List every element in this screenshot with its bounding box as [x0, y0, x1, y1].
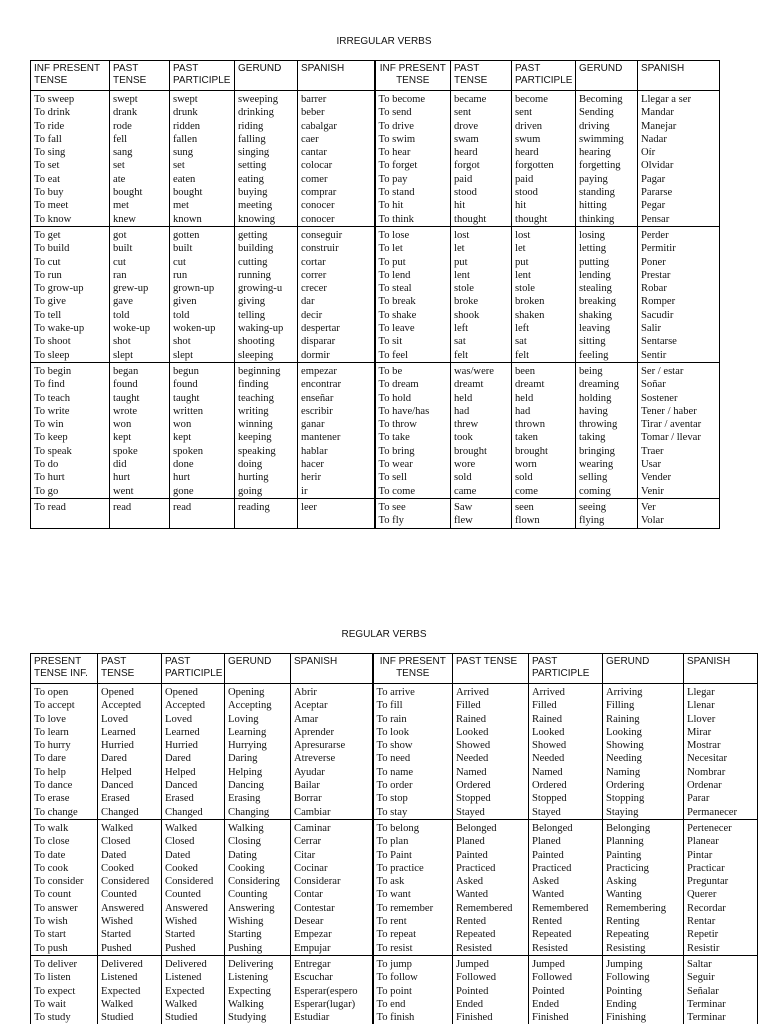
verb-cell: reading [235, 498, 298, 528]
verb-cell: Arrived Filled Rained Looked Showed Needed Named Ordered Stopped Stayed [453, 684, 529, 820]
verb-cell: Llegar Llenar Llover Mirar Mostrar Necesitar Nombrar Ordenar Parar Permanecer [684, 684, 758, 820]
verb-cell: Jumped Followed Pointed Ended Finished [453, 955, 529, 1024]
verb-cell: gotten built cut run grown-up given told woken-up shot slept [170, 226, 235, 362]
irregular-verbs-title: IRREGULAR VERBS [336, 36, 432, 47]
verb-cell: Opened Accepted Loved Learned Hurried Dared Helped Danced Erased Changed [162, 684, 225, 820]
header-past-participle: PAST PARTICIPLE [162, 654, 225, 684]
verb-cell: Ser / estar Soñar Sostener Tener / haber Tirar / aventar Tomar / llevar Traer Usar Vender Venir [638, 362, 720, 498]
header-inf-present-tense: INF PRESENT TENSE [31, 61, 110, 91]
verb-cell: To lose To let To put To lend To steal To break To shake To leave To sit To feel [375, 226, 451, 362]
verb-group-row [31, 684, 758, 820]
verb-cell: barrer beber cabalgar caer cantar colocar comer comprar conocer conocer [298, 91, 375, 227]
verb-cell: Saw flew [451, 498, 512, 528]
regular-verbs-table [30, 653, 758, 1024]
verb-cell: To jump To follow To point To end To finish [373, 955, 453, 1024]
irregular-verbs-table [30, 60, 720, 529]
verb-cell: To belong To plan To Paint To practice To ask To want To remember To rent To repeat To resist [373, 819, 453, 955]
verb-cell: Becoming Sending driving swimming hearing forgetting paying standing hitting thinking [576, 91, 638, 227]
verb-cell: Saltar Seguir Señalar Terminar Terminar [684, 955, 758, 1024]
verb-cell: conseguir construir cortar correr crecer dar decir despertar disparar dormir [298, 226, 375, 362]
verb-cell: being dreaming holding having throwing taking bringing wearing selling coming [576, 362, 638, 498]
verb-cell: Delivering Listening Expecting Walking Studying [225, 955, 291, 1024]
verb-cell: getting building cutting running growing-u giving telling waking-up shooting sleeping [235, 226, 298, 362]
verb-cell: Arriving Filling Raining Looking Showing Needing Naming Ordering Stopping Staying [603, 684, 684, 820]
verb-cell: became sent drove swam heard forgot paid stood hit thought [451, 91, 512, 227]
verb-cell: To begin To find To teach To write To win To keep To speak To do To hurt To go [31, 362, 110, 498]
verb-cell: lost let put lent stole broken shaken left sat felt [512, 226, 576, 362]
verb-cell: To walk To close To date To cook To consider To count To answer To wish To start To push [31, 819, 98, 955]
verb-cell: Pertenecer Planear Pintar Practicar Preguntar Querer Recordar Rentar Repetir Resistir [684, 819, 758, 955]
verb-cell: Delivered Listened Expected Walked Studied [98, 955, 162, 1024]
verb-cell: Arrived Filled Rained Looked Showed Needed Named Ordered Stopped Stayed [529, 684, 603, 820]
verb-cell: beginning finding teaching writing winning keeping speaking doing hurting going [235, 362, 298, 498]
verb-group-row [31, 955, 758, 1024]
header-inf-present-tense: INF PRESENT TENSE [373, 654, 453, 684]
header-spanish-2: SPANISH [684, 654, 758, 684]
verb-group-row [31, 819, 758, 955]
header-past-tense-2: PAST TENSE [453, 654, 529, 684]
verb-cell: Jumping Following Pointing Ending Finishing [603, 955, 684, 1024]
verb-cell: Opened Accepted Loved Learned Hurried Dared Helped Danced Erased Changed [98, 684, 162, 820]
verb-group-row [31, 91, 720, 227]
verb-cell: Entregar Escuchar Esperar(espero Esperar(lugar) Estudiar [291, 955, 373, 1024]
verb-cell: To read [31, 498, 110, 528]
verb-cell: began found taught wrote won kept spoke did hurt went [110, 362, 170, 498]
header-gerund: GERUND [225, 654, 291, 684]
header-gerund-2: GERUND [603, 654, 684, 684]
verb-cell: empezar encontrar enseñar escribir ganar mantener hablar hacer herir ir [298, 362, 375, 498]
verb-cell: To be To dream To hold To have/has To throw To take To bring To wear To sell To come [375, 362, 451, 498]
header-inf-present-tense-2: INF PRESENT TENSE [375, 61, 451, 91]
verb-cell: To get To build To cut To run To grow-up To give To tell To wake-up To shoot To sleep [31, 226, 110, 362]
header-spanish: SPANISH [291, 654, 373, 684]
header-spanish-2: SPANISH [638, 61, 720, 91]
verb-cell: Jumped Followed Pointed Ended Finished [529, 955, 603, 1024]
verb-cell: Perder Permitir Poner Prestar Robar Romper Sacudir Salir Sentarse Sentir [638, 226, 720, 362]
verb-cell: swept drank rode fell sang set ate bought met knew [110, 91, 170, 227]
header-row [31, 654, 758, 684]
verb-cell: To deliver To listen To expect To wait To study [31, 955, 98, 1024]
verb-cell: To become To send To drive To swim To hear To forget To pay To stand To hit To think [375, 91, 451, 227]
verb-cell: To arrive To fill To rain To look To show To need To name To order To stop To stay [373, 684, 453, 820]
header-past-participle: PAST PARTICIPLE [170, 61, 235, 91]
header-present-tense-inf: PRESENT TENSE INF. [31, 654, 98, 684]
header-past-tense: PAST TENSE [98, 654, 162, 684]
header-past-tense: PAST TENSE [110, 61, 170, 91]
verb-cell: read [110, 498, 170, 528]
verb-cell: Belonged Planed Painted Practiced Asked Wanted Remembered Rented Repeated Resisted [529, 819, 603, 955]
verb-cell: seen flown [512, 498, 576, 528]
verb-cell: Caminar Cerrar Citar Cocinar Considerar Contar Contestar Desear Empezar Empujar [291, 819, 373, 955]
header-gerund-2: GERUND [576, 61, 638, 91]
verb-cell: read [170, 498, 235, 528]
verb-cell: swept drunk ridden fallen sung set eaten bought met known [170, 91, 235, 227]
verb-cell: leer [298, 498, 375, 528]
verb-cell: Abrir Aceptar Amar Aprender Apresurarse Atreverse Ayudar Bailar Borrar Cambiar [291, 684, 373, 820]
verb-cell: To open To accept To love To learn To hurry To dare To help To dance To erase To change [31, 684, 98, 820]
verb-cell: lost let put lent stole broke shook left sat felt [451, 226, 512, 362]
verb-cell: been dreamt held had thrown taken brought worn sold come [512, 362, 576, 498]
verb-cell: got built cut ran grew-up gave told woke-up shot slept [110, 226, 170, 362]
verb-cell: sweeping drinking riding falling singing setting eating buying meeting knowing [235, 91, 298, 227]
verb-cell: Walking Closing Dating Cooking Considering Counting Answering Wishing Starting Pushing [225, 819, 291, 955]
verb-cell: Opening Accepting Loving Learning Hurrying Daring Helping Dancing Erasing Changing [225, 684, 291, 820]
verb-cell: Walked Closed Dated Cooked Considered Counted Answered Wished Started Pushed [162, 819, 225, 955]
verb-cell: begun found taught written won kept spoken done hurt gone [170, 362, 235, 498]
verb-cell: Delivered Listened Expected Walked Studied [162, 955, 225, 1024]
verb-cell: was/were dreamt held had threw took brought wore sold came [451, 362, 512, 498]
header-past-participle-2: PAST PARTICIPLE [529, 654, 603, 684]
verb-group-row [31, 362, 720, 498]
header-gerund: GERUND [235, 61, 298, 91]
verb-cell: Ver Volar [638, 498, 720, 528]
verb-cell: seeing flying [576, 498, 638, 528]
verb-cell: losing letting putting lending stealing breaking shaking leaving sitting feeling [576, 226, 638, 362]
verb-cell: To sweep To drink To ride To fall To sing To set To eat To buy To meet To know [31, 91, 110, 227]
verb-cell: become sent driven swum heard forgotten paid stood hit thought [512, 91, 576, 227]
header-row [31, 61, 720, 91]
header-past-tense-2: PAST TENSE [451, 61, 512, 91]
verb-cell: Llegar a ser Mandar Manejar Nadar Oír Olvidar Pagar Pararse Pegar Pensar [638, 91, 720, 227]
verb-cell: Belonging Planning Painting Practicing Asking Wanting Remembering Renting Repeating Resisting [603, 819, 684, 955]
verb-group-row [31, 226, 720, 362]
header-spanish: SPANISH [298, 61, 375, 91]
verb-group-row [31, 498, 720, 528]
regular-verbs-title: REGULAR VERBS [341, 629, 427, 640]
verb-cell: Walked Closed Dated Cooked Considered Counted Answered Wished Started Pushed [98, 819, 162, 955]
verb-cell: Belonged Planed Painted Practiced Asked Wanted Remembered Rented Repeated Resisted [453, 819, 529, 955]
verb-cell: To see To fly [375, 498, 451, 528]
header-past-participle-2: PAST PARTICIPLE [512, 61, 576, 91]
